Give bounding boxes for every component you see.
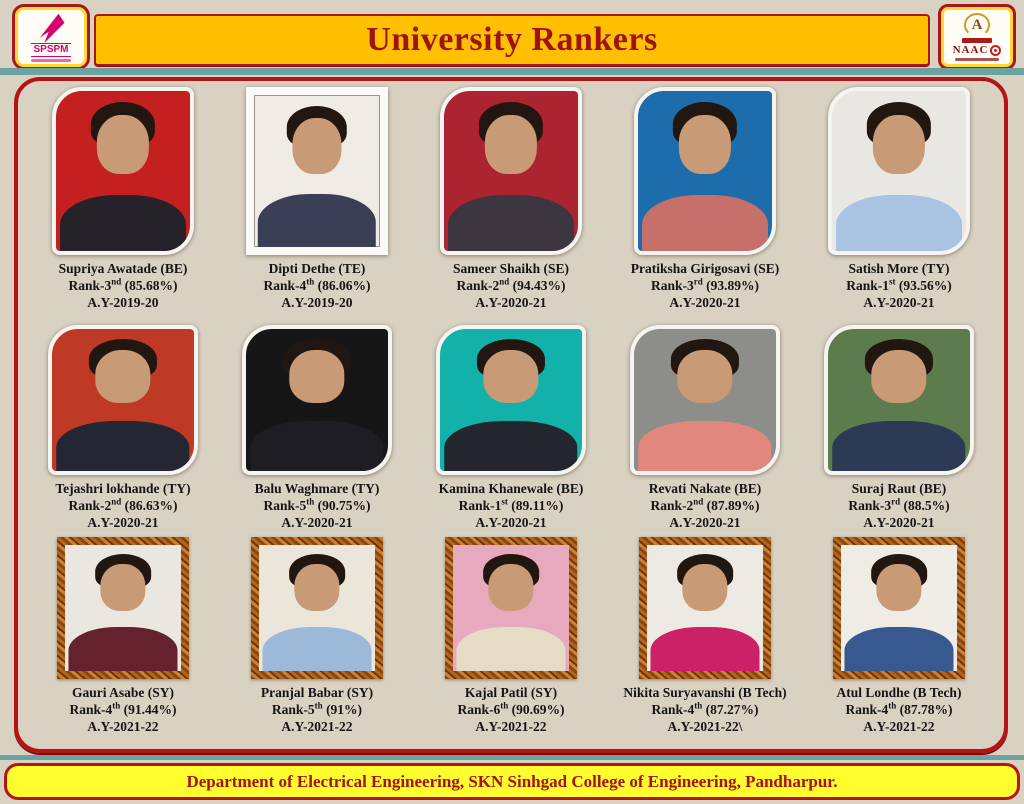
student-card	[608, 87, 802, 325]
spspm-logo	[12, 4, 90, 70]
student-rank: Rank-4th (91.44%)	[69, 700, 177, 717]
student-name: Gauri Asabe (SY)	[71, 685, 174, 700]
students-grid	[26, 87, 996, 743]
student-card	[220, 537, 414, 745]
student-card	[26, 537, 220, 745]
person-shoulders	[444, 421, 577, 475]
person-shoulders	[832, 421, 965, 475]
student-year: A.Y-2020-21	[669, 515, 741, 530]
student-caption	[631, 260, 780, 311]
naac-logo	[938, 4, 1016, 70]
student-rank: Rank-1st (93.56%)	[846, 276, 952, 293]
department-title: Department of Electrical Engineering, SKN Sinhgad College of Engineering, Pandharpur.	[186, 771, 838, 791]
student-caption	[69, 684, 176, 735]
person-head	[679, 115, 731, 174]
student-rank: Rank-1st (89.11%)	[458, 496, 564, 513]
student-rank: Rank-2nd (86.63%)	[68, 496, 178, 513]
student-photo	[57, 537, 189, 679]
person-shoulders	[650, 627, 759, 679]
spspm-logo-subline	[31, 59, 71, 62]
student-caption	[623, 684, 786, 735]
naac-ribbon-icon	[962, 38, 992, 43]
student-year: A.Y-2020-21	[281, 515, 353, 530]
person-shoulders	[68, 627, 177, 679]
person-shoulders	[56, 421, 189, 475]
naac-logo-text: NAAC	[952, 44, 989, 56]
student-year: A.Y-2020-21	[475, 295, 547, 310]
student-photo	[246, 87, 388, 255]
student-year: A.Y-2020-21	[475, 515, 547, 530]
student-card	[414, 87, 608, 325]
student-card	[802, 325, 996, 537]
student-caption	[457, 684, 564, 735]
student-rank: Rank-3nd (85.68%)	[68, 276, 178, 293]
student-rank: Rank-4th (87.27%)	[651, 700, 759, 717]
student-year: A.Y-2021-22	[87, 719, 159, 734]
spspm-sail-icon	[34, 13, 68, 43]
student-photo	[833, 537, 965, 679]
spspm-logo-text: SPSPM	[33, 43, 69, 55]
naac-wreath-icon	[964, 13, 990, 37]
person-shoulders	[250, 421, 383, 475]
person-head	[871, 350, 926, 403]
student-year: A.Y-2020-21	[87, 515, 159, 530]
student-card	[414, 537, 608, 745]
student-name: Pranjal Babar (SY)	[260, 685, 374, 700]
student-caption	[263, 260, 370, 311]
person-shoulders	[262, 627, 371, 679]
student-photo	[630, 325, 780, 475]
person-shoulders	[448, 195, 574, 255]
student-photo	[48, 325, 198, 475]
student-photo	[52, 87, 194, 255]
student-caption	[261, 684, 373, 735]
student-card	[608, 325, 802, 537]
teal-divider-top	[0, 68, 1024, 75]
person-head	[682, 564, 727, 611]
student-rank: Rank-3rd (93.89%)	[650, 276, 759, 293]
student-name: Pratiksha Girigosavi (SE)	[630, 261, 780, 276]
student-name: Suraj Raut (BE)	[851, 481, 947, 496]
student-name: Atul Londhe (B Tech)	[836, 685, 962, 700]
person-shoulders	[456, 627, 565, 679]
student-name: Revati Nakate (BE)	[648, 481, 762, 496]
person-shoulders	[836, 195, 962, 255]
student-year: A.Y-2021-22	[475, 719, 547, 734]
student-year: A.Y-2019-20	[281, 295, 353, 310]
person-head	[289, 350, 344, 403]
student-card	[802, 537, 996, 745]
page-title: University Rankers	[366, 21, 658, 58]
student-caption	[439, 480, 584, 531]
student-rank: Rank-5th (91%)	[271, 700, 363, 717]
student-rank: Rank-2nd (94.43%)	[456, 276, 566, 293]
student-name: Kajal Patil (SY)	[464, 685, 558, 700]
student-photo	[242, 325, 392, 475]
teal-divider-bottom	[0, 755, 1024, 760]
student-year: A.Y-2021-22	[281, 719, 353, 734]
header-bar	[94, 14, 930, 66]
rankers-board	[14, 77, 1008, 753]
student-name: Balu Waghmare (TY)	[254, 481, 380, 496]
student-caption	[846, 260, 952, 311]
person-shoulders	[642, 195, 768, 255]
person-shoulders	[844, 627, 953, 679]
student-caption	[649, 480, 761, 531]
person-head	[294, 564, 339, 611]
student-rank: Rank-4th (87.78%)	[845, 700, 953, 717]
person-head	[677, 350, 732, 403]
person-shoulders	[638, 421, 771, 475]
student-card	[414, 325, 608, 537]
person-head	[485, 115, 537, 174]
person-head	[100, 564, 145, 611]
student-photo	[634, 87, 776, 255]
person-head	[488, 564, 533, 611]
student-name: Dipti Dethe (TE)	[268, 261, 366, 276]
footer-bar	[4, 763, 1020, 800]
student-year: A.Y-2020-21	[863, 295, 935, 310]
student-card	[608, 537, 802, 745]
naac-grade: A	[971, 16, 983, 33]
person-head	[95, 350, 150, 403]
student-caption	[59, 260, 188, 311]
student-card	[26, 325, 220, 537]
student-card	[220, 325, 414, 537]
student-caption	[255, 480, 380, 531]
naac-logo-subline	[955, 58, 999, 61]
person-head	[292, 118, 341, 174]
student-rank: Rank-2nd (87.89%)	[650, 496, 760, 513]
person-head	[483, 350, 538, 403]
student-name: Nikita Suryavanshi (B Tech)	[623, 685, 787, 700]
student-photo	[440, 87, 582, 255]
student-rank: Rank-6th (90.69%)	[457, 700, 565, 717]
student-name: Sameer Shaikh (SE)	[452, 261, 570, 276]
person-head	[873, 115, 925, 174]
person-shoulders	[258, 194, 376, 255]
student-caption	[848, 480, 949, 531]
student-name: Satish More (TY)	[848, 261, 950, 276]
student-card	[220, 87, 414, 325]
student-photo	[824, 325, 974, 475]
student-name: Kamina Khanewale (BE)	[438, 481, 584, 496]
student-rank: Rank-3rd (88.5%)	[848, 496, 950, 513]
naac-emblem-icon	[990, 45, 1001, 56]
student-photo	[828, 87, 970, 255]
student-caption	[55, 480, 190, 531]
student-year: A.Y-2021-22\	[667, 719, 743, 734]
student-rank: Rank-4th (86.06%)	[263, 276, 371, 293]
student-caption	[837, 684, 962, 735]
student-year: A.Y-2019-20	[87, 295, 159, 310]
student-name: Supriya Awatade (BE)	[58, 261, 188, 276]
person-head	[876, 564, 921, 611]
person-head	[97, 115, 149, 174]
student-rank: Rank-5th (90.75%)	[263, 496, 371, 513]
student-photo	[445, 537, 577, 679]
student-year: A.Y-2020-21	[863, 515, 935, 530]
student-photo	[639, 537, 771, 679]
student-name: Tejashri lokhande (TY)	[55, 481, 191, 496]
student-photo	[251, 537, 383, 679]
student-card	[802, 87, 996, 325]
student-card	[26, 87, 220, 325]
student-year: A.Y-2020-21	[669, 295, 741, 310]
student-photo	[436, 325, 586, 475]
student-caption	[453, 260, 569, 311]
person-shoulders	[60, 195, 186, 255]
student-year: A.Y-2021-22	[863, 719, 935, 734]
